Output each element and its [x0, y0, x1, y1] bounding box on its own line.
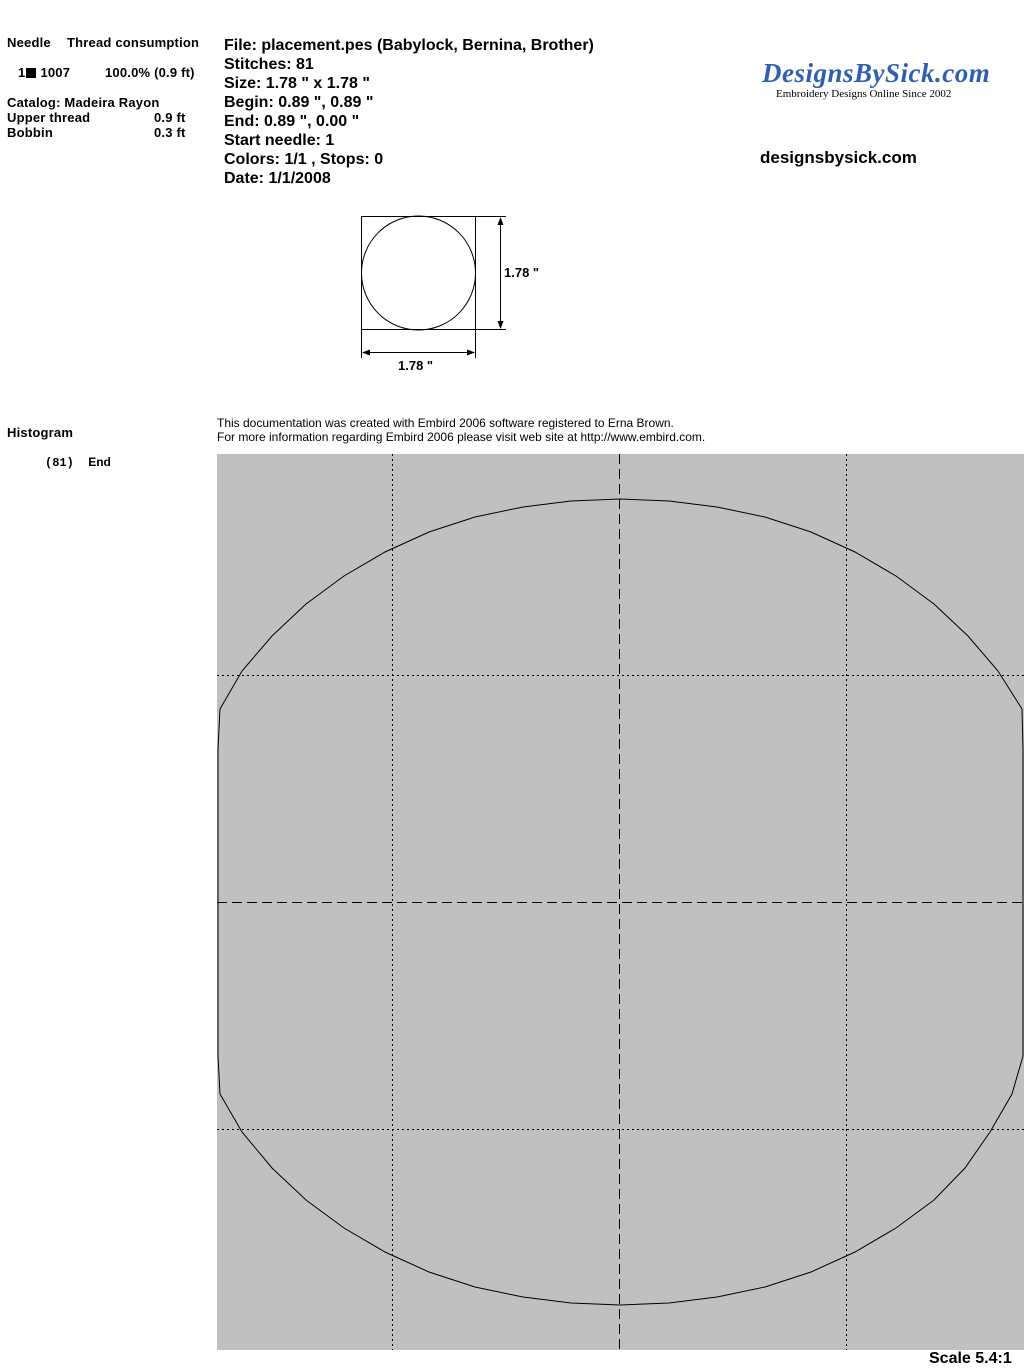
needle-column-header: Needle — [7, 35, 51, 50]
design-date: Date: 1/1/2008 — [224, 170, 331, 187]
file-info — [224, 36, 594, 188]
colors-stops: Colors: 1/1 , Stops: 0 — [224, 151, 384, 168]
begin-point: Begin: 0.89 ", 0.89 " — [224, 94, 374, 111]
histogram-title: Histogram — [7, 425, 74, 440]
brand-tagline: Embroidery Designs Online Since 2002 — [776, 88, 952, 100]
thread-color-swatch — [26, 68, 36, 78]
thread-consumption-value: 100.0% (0.9 ft) — [105, 65, 195, 80]
histogram-label: End — [88, 455, 111, 469]
website-text: designsbysick.com — [760, 148, 917, 167]
height-dimension-label: 1.78 " — [504, 265, 540, 280]
software-note — [217, 416, 705, 444]
arrow-right-icon — [467, 350, 475, 356]
end-point: End: 0.89 ", 0.00 " — [224, 113, 360, 130]
start-needle: Start needle: 1 — [224, 132, 335, 149]
software-note-line-2: For more information regarding Embird 2006 please visit web site at http://www.embird.com. — [217, 430, 706, 444]
needle-number: 1 — [18, 65, 26, 80]
design-size: Size: 1.78 " x 1.78 " — [224, 75, 370, 92]
software-note-line-1: This documentation was created with Embird 2006 software registered to Erna Brown. — [217, 416, 674, 430]
arrow-left-icon — [362, 350, 370, 356]
arrow-down-icon — [498, 321, 504, 329]
bobbin-label: Bobbin — [7, 125, 53, 140]
histogram-count: (81) — [45, 456, 74, 470]
thread-consumption-header: Thread consumption — [67, 35, 200, 50]
design-thumbnail — [355, 210, 555, 380]
file-name: File: placement.pes (Babylock, Bernina, Brother) — [224, 37, 594, 54]
width-dimension-label: 1.78 " — [398, 358, 434, 373]
histogram-entry — [45, 455, 111, 470]
thread-row — [18, 65, 70, 80]
scale-label: Scale 5.4:1 — [929, 1350, 1012, 1367]
stitch-count: Stitches: 81 — [224, 56, 314, 73]
thread-code: 1007 — [40, 65, 71, 80]
upper-thread-label: Upper thread — [7, 110, 91, 125]
stitch-plot — [217, 454, 1024, 1350]
brand-logo: DesignsBySick.com — [762, 58, 991, 88]
upper-thread-value: 0.9 ft — [154, 110, 186, 125]
thumbnail-frame — [362, 217, 476, 330]
bobbin-value: 0.3 ft — [154, 125, 186, 140]
arrow-up-icon — [498, 217, 504, 225]
thumbnail-circle — [362, 216, 476, 330]
thread-catalog: Catalog: Madeira Rayon — [7, 95, 160, 110]
